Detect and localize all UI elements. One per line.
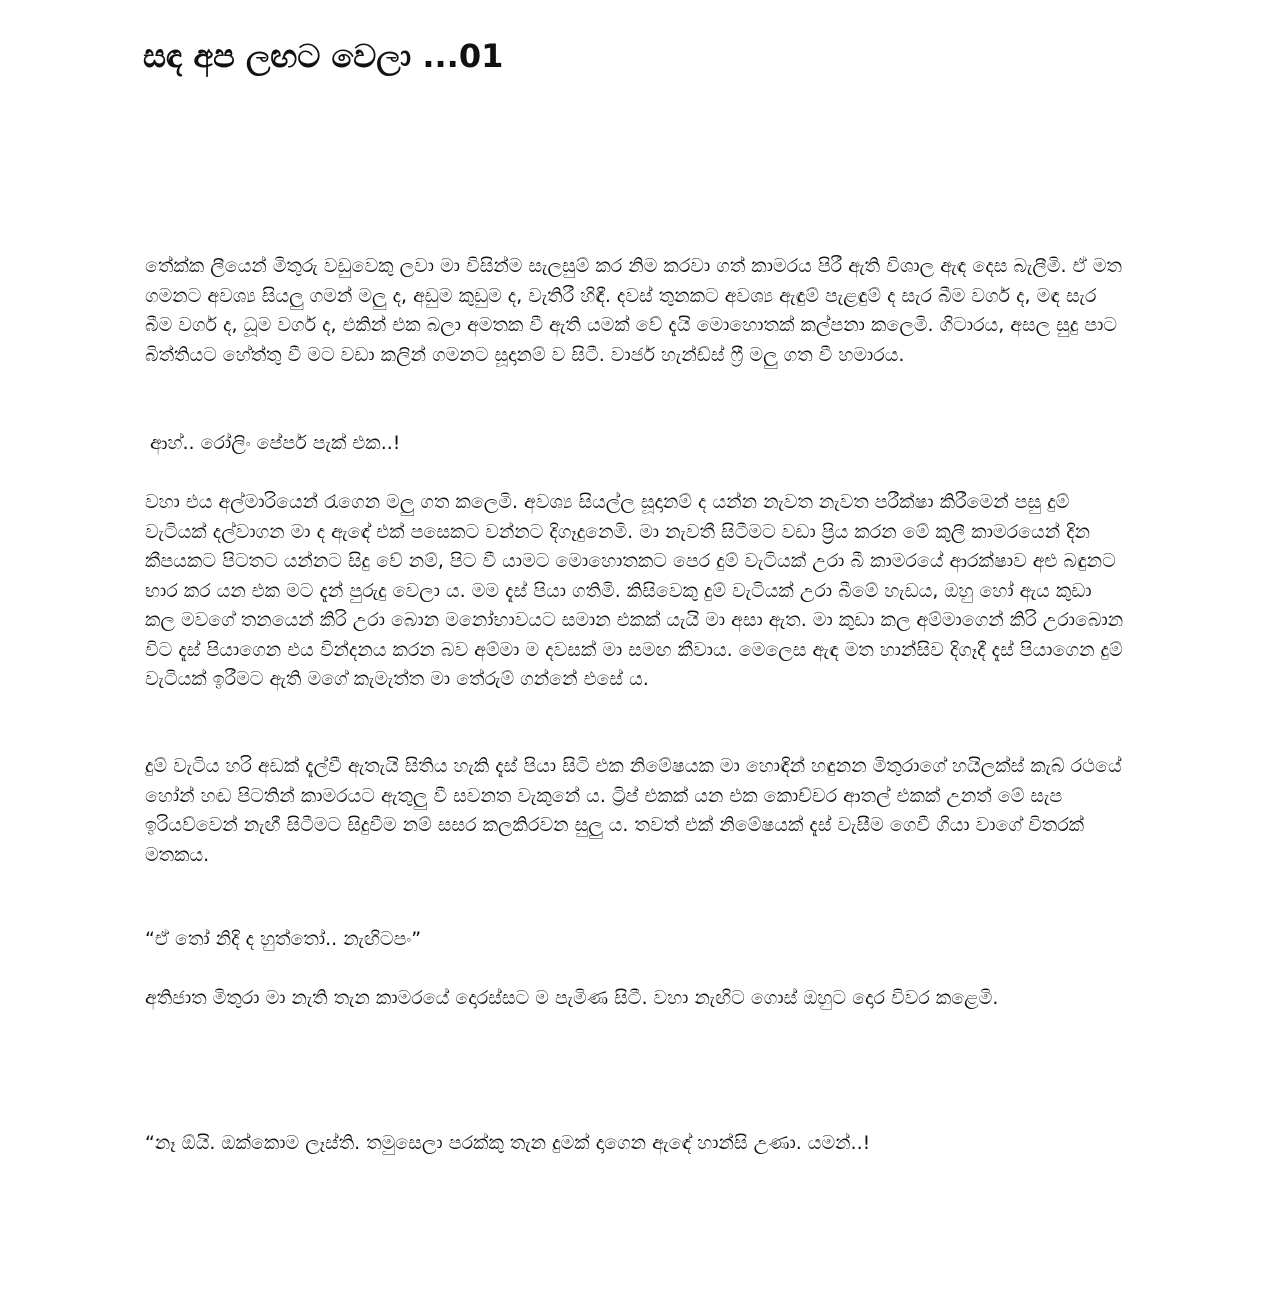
paragraph-5-dialogue: “ඒ තෝ නිදි ද හුත්තෝ.. නැඟිටපං” [145,928,422,950]
paragraph-3: වහා එය අල්මාරියෙන් රැගෙන මලු ගත කලෙමි. අවශ්‍ය සියල්ල සූදානම් ද යන්න නැවත නැවත පරීක්ෂා කිරීමෙන් පසු දුම් වැටියක් දල්වාගන මා ද ඇඳේ එක් පසෙකට වන්නට දිගෑදුනෙමි. මා නැවතී සිටීමට වඩා ප්‍රිය කරන මේ කුලී කාමරයෙන් දින කීපයකට පිටතට යන්නට සිදු වේ නම්, පිට වී යාමට මොහොතකට පෙර දුම් වැටියක් උරා බී කාමරයේ ආරක්ෂාව අළු බඳුනට භාර කර යන එක මට දැන් පුරුදු වෙලා ය. මම දැස් පියා ගතිමි. කිසිවෙකු දුම් වැටියක් උරා බීමේ හැඩය, ඔහු හෝ ඇය කුඩා කල මවගේ තනයෙන් කිරි උරා බොන මනෝභාවයට සමාන එකක් යැයි මා අසා ඇත. මා කුඩා කල අම්මාගෙන් කිරි උරාබොන විට දැස් පියාගෙන එය වින්දනය කරන බව අම්මා ම දවසක් මා සමඟ කීවාය. මෙලෙස ඇඳ මත හාන්සිව දිගෑදී දැස් පියාගෙන දුම් වැටියක් ඉරීමට ඇති මගේ කැමැත්ත මා තේරුම් ගන්නේ එසේ ය. [145,491,1124,690]
paragraph-1: තේක්ක ලීයෙන් මිතුරු වඩුවෙකු ලවා මා විසින්ම සැලසුම් කර නිම කරවා ගත් කාමරය පිරී ඇති විශාල ඇඳ දෙස බැලීමි. ඒ මත ගමනට අවශ්‍ය සියලු ගමන් මලු ද, අඩුම කුඩුම ද, වැතිරී හිඳී. දවස් තුනකට අවශ්‍ය ඇඳුම් පැළඳුම් ද සැර බීම වර්ග ද, මඳ සැර බීම වර්ග ද, ධූම වර්ග ද, එකින් එක බලා අමතක වී ඇති යමක් වේ දැයි මොහොතක් කල්පනා කලෙමි. ගිටාරය, අසල සුදු පාට බිත්තියට හේත්තු වී මට වඩා කලින් ගමනට සූදානම් ව සිටී. වාජර් හැන්ඩ්ස් ෆ්‍රී මලු ගත වී හමාරය. [145,255,1122,366]
paragraph-7-dialogue: “නෑ ඕයි. ඔක්කොම ලෑස්ති. තමුසෙලා පරක්කු තැන දුමක් දාගෙන ඇඳේ හාන්සි උණා. යමන්..! [145,1132,871,1154]
paragraph-4: දුම් වැටිය හරි අඩක් දැල්වී ඇතැයි සිතිය හැකි දැස් පියා සිටි එක නිමේෂයක මා හොඳින් හඳුනන මිතුරාගේ හයිලක්ස් කැබ් රථයේ හෝන් හඬ පිටතින් කාමරයට ඇතුලු වී සවනත වැකුනේ ය. ට්‍රිප් එකක් යන එක කොච්චර ආතල් එකක් උනත් මේ සැප ඉරියව්වෙන් නැඟී සිටීමට සිදුවීම නම් සසර කලකිරවන සුලු ය. තවත් එක් නිමේෂයක් දැස් වැසීම ගෙවී ගියා වාගේ විතරක් මතකය. [145,755,1122,866]
page-title: සඳ අප ලඟට වෙලා ...01 [143,37,504,75]
paragraph-2: ආහ්.. රෝලිං පේපර් පැක් එක..! [150,432,401,454]
paragraph-6: අතිජාත මිතුරා මා නැති තැන කාමරයේ දොරස්සට ම පැමිණ සිටී. වහා නැඟිට ගොස් ඔහුට දොර විවර කළෙමි. [145,987,999,1009]
